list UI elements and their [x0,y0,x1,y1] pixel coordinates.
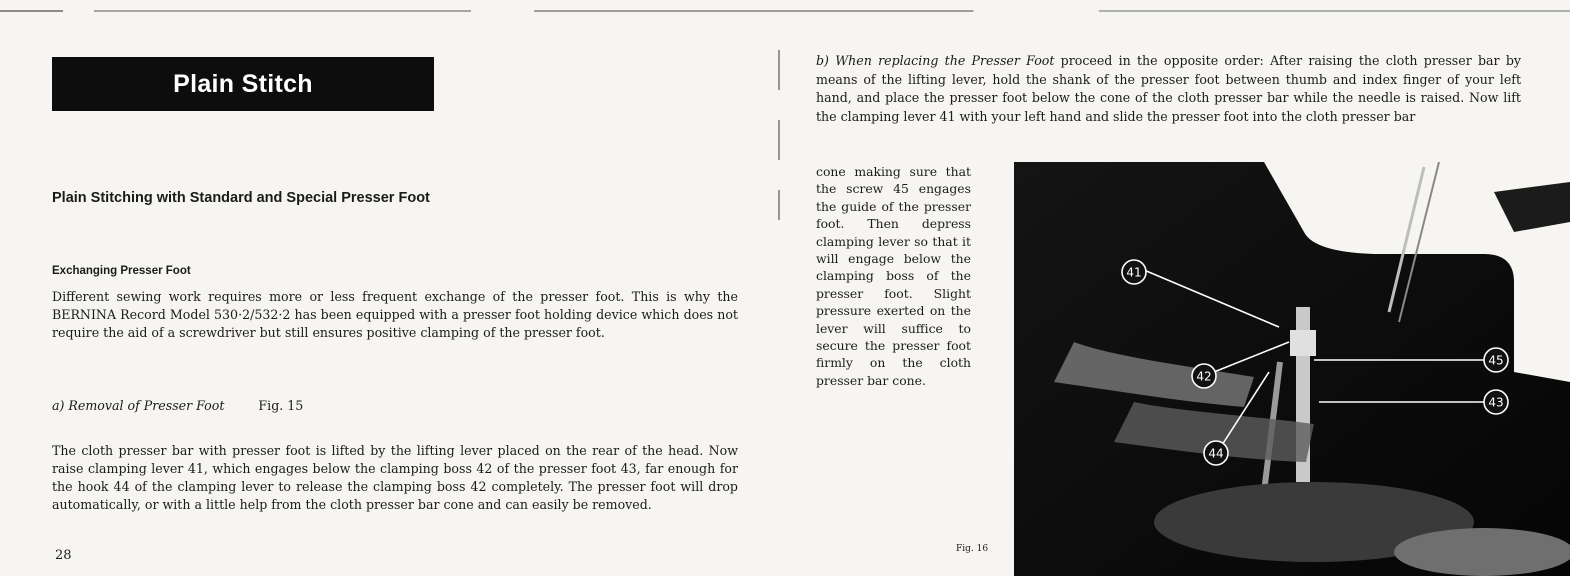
step-b-paragraph [816,52,1521,126]
right-page [790,0,1570,576]
step-a-title: a) Removal of Presser Foot [52,398,225,413]
callout-43 [1484,390,1508,414]
clamping-boss [1290,330,1316,356]
svg-text:42: 42 [1196,369,1212,384]
svg-text:45: 45 [1488,353,1504,368]
section-heading: Plain Stitching with Standard and Special Presser Foot [52,190,430,206]
callout-45 [1484,348,1508,372]
svg-text:44: 44 [1208,446,1224,461]
title-banner [52,57,434,111]
presser-foot-photo [1014,162,1570,576]
step-a-figure-ref: Fig. 15 [258,398,304,413]
sub-heading: Exchanging Presser Foot [52,265,191,277]
svg-text:41: 41 [1126,265,1142,280]
figure-caption: Fig. 16 [956,544,989,554]
step-b-continuation: cone making sure that the screw 45 engages the guide of the presser foot. Then depress clamping lever so that it will engage below the clamping boss of the presser foot. Slight pressure exerted on the lever will suffice to secure the presser foot firmly on the cloth presser bar cone. [816,164,971,388]
callout-41 [1122,260,1146,284]
left-page [0,0,780,576]
callout-42 [1192,364,1216,388]
throat-plate [1394,528,1570,576]
svg-text:43: 43 [1488,395,1504,410]
callout-44 [1204,441,1228,465]
step-b-title: b) When replacing the Presser Foot [816,53,1055,68]
step-a-paragraph: The cloth presser bar with presser foot is lifted by the lifting lever placed on the rear of the head. Now raise clamping lever 41, which engages below the clamping boss 42 of the presser foot 43, far enough for the hook 44 of the clamping lever to release the clamping boss 42 completely. The presser foot will drop automatically, or with a little help from the cloth presser bar cone and can easily be removed. [52,443,738,512]
step-a-heading [52,398,303,413]
page-number: 28 [55,548,72,563]
intro-paragraph: Different sewing work requires more or less frequent exchange of the presser foot. This is why the BERNINA Record Model 530·2/532·2 has been equipped with a presser foot holding device which does not require the aid of a screwdriver but still ensures positive clamping of the presser foot. [52,289,738,340]
page-title: Plain Stitch [173,69,313,98]
step-b-text: proceed in the opposite order: After raising the cloth presser bar by means of the lifting lever, hold the shank of the presser foot between thumb and index finger of your left hand, and place the presser foot below the cone of the cloth presser bar while the needle is raised. Now lift the clamping lever 41 with your left hand and slide the presser foot into the cloth presser bar [816,53,1521,124]
